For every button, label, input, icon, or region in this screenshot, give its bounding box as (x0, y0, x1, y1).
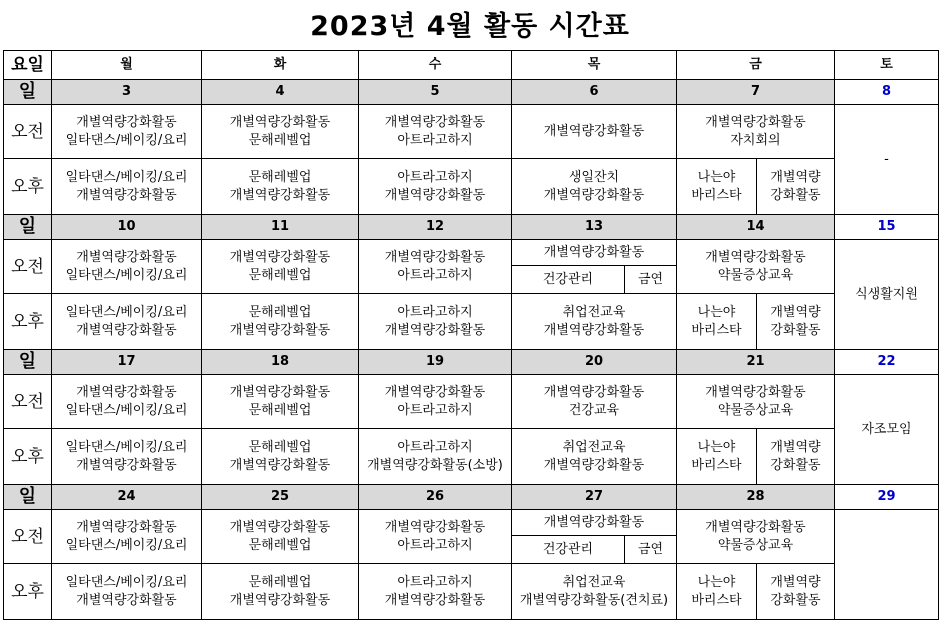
am-label: 오전 (4, 105, 52, 159)
date-sat: 8 (835, 80, 939, 105)
day-marker: 일 (4, 350, 52, 375)
date-row (4, 215, 939, 240)
am-thu-activity: 개별역량강화활동 건강교육 (512, 375, 677, 429)
header-row (4, 51, 939, 80)
am-row (4, 105, 939, 159)
pm-row (4, 429, 939, 485)
sat-activity: - (835, 105, 939, 215)
date-wed: 19 (359, 350, 512, 375)
pm-fri-activity: 개별역량 강화활동 (757, 294, 835, 350)
pm-label: 오후 (4, 564, 52, 620)
pm-mon-activity: 일타댄스/베이킹/요리 개별역량강화활동 (52, 159, 202, 215)
header-wed: 수 (359, 51, 512, 80)
pm-thu-activity: 취업전교육 개별역량강화활동 (512, 429, 677, 485)
sat-activity (835, 510, 939, 620)
day-marker: 일 (4, 80, 52, 105)
am-wed-activity: 개별역량강화활동 아트라고하지 (359, 240, 512, 294)
pm-tue-activity: 문해레벨업 개별역량강화활동 (202, 294, 359, 350)
am-fri-activity: 개별역량강화활동 약물증상교육 (677, 375, 835, 429)
date-fri: 21 (677, 350, 835, 375)
header-mon: 월 (52, 51, 202, 80)
am-thu-activity: 개별역량강화활동 (512, 240, 677, 266)
date-wed: 5 (359, 80, 512, 105)
am-thu-activity: 개별역량강화활동 (512, 105, 677, 159)
pm-row (4, 564, 939, 620)
pm-fri-barista: 나는야 바리스타 (677, 159, 757, 215)
date-wed: 26 (359, 485, 512, 510)
date-mon: 24 (52, 485, 202, 510)
sat-activity: 자조모임 (835, 375, 939, 485)
schedule-table (3, 50, 939, 620)
am-fri-activity: 개별역량강화활동 약물증상교육 (677, 240, 835, 294)
am-row (4, 375, 939, 429)
pm-fri-barista: 나는야 바리스타 (677, 564, 757, 620)
am-wed-activity: 개별역량강화활동 아트라고하지 (359, 375, 512, 429)
pm-mon-activity: 일타댄스/베이킹/요리 개별역량강화활동 (52, 294, 202, 350)
date-fri: 28 (677, 485, 835, 510)
am-thu-activity: 개별역량강화활동 (512, 510, 677, 536)
pm-fri-activity: 개별역량 강화활동 (757, 159, 835, 215)
day-marker: 일 (4, 215, 52, 240)
am-tue-activity: 개별역량강화활동 문해레벨업 (202, 105, 359, 159)
pm-mon-activity: 일타댄스/베이킹/요리 개별역량강화활동 (52, 429, 202, 485)
date-tue: 18 (202, 350, 359, 375)
am-wed-activity: 개별역량강화활동 아트라고하지 (359, 105, 512, 159)
pm-tue-activity: 문해레벨업 개별역량강화활동 (202, 159, 359, 215)
date-sat: 15 (835, 215, 939, 240)
pm-label: 오후 (4, 294, 52, 350)
date-fri: 14 (677, 215, 835, 240)
date-wed: 12 (359, 215, 512, 240)
header-thu: 목 (512, 51, 677, 80)
header-sat: 토 (835, 51, 939, 80)
am-mon-activity: 개별역량강화활동 일타댄스/베이킹/요리 (52, 375, 202, 429)
am-label: 오전 (4, 240, 52, 294)
am-thu-health: 건강관리 (512, 266, 625, 294)
pm-row (4, 159, 939, 215)
date-thu: 27 (512, 485, 677, 510)
day-marker: 일 (4, 485, 52, 510)
pm-row (4, 294, 939, 350)
date-mon: 17 (52, 350, 202, 375)
sat-activity: 식생활지원 (835, 240, 939, 350)
am-row (4, 240, 939, 266)
pm-label: 오후 (4, 429, 52, 485)
am-thu-nosmoking: 금연 (625, 266, 677, 294)
date-row (4, 350, 939, 375)
date-tue: 25 (202, 485, 359, 510)
date-sat: 29 (835, 485, 939, 510)
date-row (4, 485, 939, 510)
pm-thu-activity: 취업전교육 개별역량강화활동 (512, 294, 677, 350)
pm-tue-activity: 문해레벨업 개별역량강화활동 (202, 429, 359, 485)
pm-fri-barista: 나는야 바리스타 (677, 429, 757, 485)
header-fri: 금 (677, 51, 835, 80)
date-fri: 7 (677, 80, 835, 105)
am-tue-activity: 개별역량강화활동 문해레벨업 (202, 510, 359, 564)
pm-fri-barista: 나는야 바리스타 (677, 294, 757, 350)
am-tue-activity: 개별역량강화활동 문해레벨업 (202, 240, 359, 294)
pm-wed-activity: 아트라고하지 개별역량강화활동 (359, 564, 512, 620)
header-tue: 화 (202, 51, 359, 80)
am-thu-health: 건강관리 (512, 536, 625, 564)
pm-mon-activity: 일타댄스/베이킹/요리 개별역량강화활동 (52, 564, 202, 620)
date-thu: 20 (512, 350, 677, 375)
date-mon: 3 (52, 80, 202, 105)
am-label: 오전 (4, 510, 52, 564)
am-mon-activity: 개별역량강화활동 일타댄스/베이킹/요리 (52, 510, 202, 564)
header-yoil: 요일 (4, 51, 52, 80)
am-fri-activity: 개별역량강화활동 자치회의 (677, 105, 835, 159)
pm-wed-activity: 아트라고하지 개별역량강화활동 (359, 294, 512, 350)
am-wed-activity: 개별역량강화활동 아트라고하지 (359, 510, 512, 564)
am-row (4, 510, 939, 536)
am-mon-activity: 개별역량강화활동 일타댄스/베이킹/요리 (52, 105, 202, 159)
date-thu: 6 (512, 80, 677, 105)
pm-fri-activity: 개별역량 강화활동 (757, 564, 835, 620)
am-fri-activity: 개별역량강화활동 약물증상교육 (677, 510, 835, 564)
pm-tue-activity: 문해레벨업 개별역량강화활동 (202, 564, 359, 620)
pm-wed-activity: 아트라고하지 개별역량강화활동 (359, 159, 512, 215)
date-tue: 11 (202, 215, 359, 240)
page-title: 2023년 4월 활동 시간표 (310, 11, 630, 42)
pm-thu-activity: 취업전교육 개별역량강화활동(견치료) (512, 564, 677, 620)
date-tue: 4 (202, 80, 359, 105)
am-tue-activity: 개별역량강화활동 문해레벨업 (202, 375, 359, 429)
am-mon-activity: 개별역량강화활동 일타댄스/베이킹/요리 (52, 240, 202, 294)
am-label: 오전 (4, 375, 52, 429)
date-mon: 10 (52, 215, 202, 240)
pm-wed-activity: 아트라고하지 개별역량강화활동(소방) (359, 429, 512, 485)
pm-thu-activity: 생일잔치 개별역량강화활동 (512, 159, 677, 215)
date-row (4, 80, 939, 105)
pm-fri-activity: 개별역량 강화활동 (757, 429, 835, 485)
pm-label: 오후 (4, 159, 52, 215)
am-thu-nosmoking: 금연 (625, 536, 677, 564)
date-sat: 22 (835, 350, 939, 375)
date-thu: 13 (512, 215, 677, 240)
